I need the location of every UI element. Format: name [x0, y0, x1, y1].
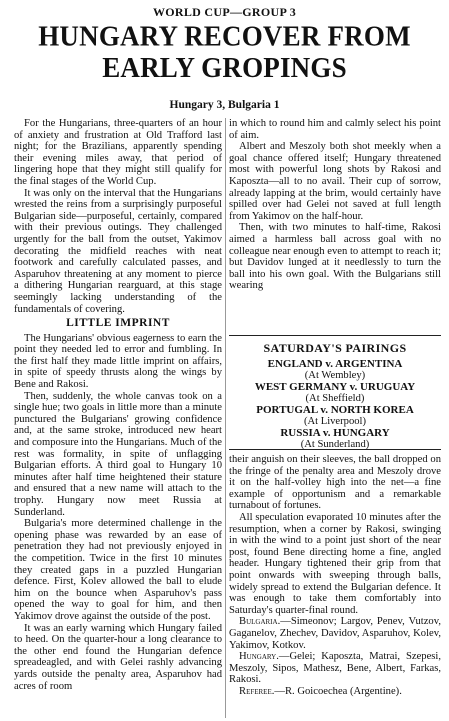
paragraph: Then, suddenly, the whole canvas took on a single hue; two goals in little more than a minute punctured the Bulgarians' growing confidence and, at the same stroke, introduced new heart and composure into the Hungarians. Much of the rest was formality, in spite of unflagging Bulgarian efforts. A third goal to Hungary 10 minutes after half time heightened their stature and ensured that a new name will attach to the trophy. Hungary now meet Russia at Sunderland. — [14, 390, 222, 518]
paragraph: The Hungarians' obvious eagerness to earn the point they needed led to error and fumbling. In the first half they made little imprint on affairs, in spite of speedy thrusts along the wings by Bene and Rakosi. — [14, 332, 222, 391]
paragraph: Then, with two minutes to half-time, Rakosi aimed a harmless ball across goal with no colleague near enough even to attempt to reach it; but Davidov lunged at it needlessly to turn the ball into his own goal. With the Bulgarians still wearing — [229, 222, 441, 292]
paragraph: For the Hungarians, three-quarters of an hour of anxiety and frustration at Old Trafford last night; for the Brazilians, apparently spending their evening miles away, that period of lingering hope that they might still qualify for the final stages of the World Cup. — [14, 118, 222, 187]
lineup-bulgaria — [229, 616, 441, 651]
pairing-match: WEST GERMANY v. URUGUAY — [254, 381, 416, 393]
pairing-match: PORTUGAL v. NORTH KOREA — [256, 404, 414, 416]
paragraph: in which to round him and calmly select his point of aim. — [229, 118, 441, 141]
referee-line — [229, 686, 441, 698]
pairing-match: RUSSIA v. HUNGARY — [280, 427, 390, 439]
paragraph: their anguish on their sleeves, the ball dropped on the fringe of the penalty area and Meszoly drove it on the half-volley high into the net—a fine example of opportunism and a remarkable turnabout of fortunes. — [229, 454, 441, 512]
headline-line-1: HUNGARY RECOVER FROM — [38, 20, 411, 52]
subheading: LITTLE IMPRINT — [66, 317, 170, 330]
lineup-players: —Gelei; Kaposzta, Matrai, Szepesi, Meszoly, Sipos, Mathesz, Bene, Albert, Farkas, Rakosi. — [229, 651, 441, 686]
headline — [6, 21, 443, 84]
lineup-label: Bulgaria. — [239, 616, 281, 628]
lineup-label: Hungary. — [239, 651, 279, 663]
pairings-title: SATURDAY'S PAIRINGS — [263, 341, 407, 355]
pairing-venue: (At Sunderland) — [300, 439, 370, 450]
pairing-venue: (At Sheffield) — [305, 393, 365, 404]
pairing-venue: (At Liverpool) — [303, 416, 367, 427]
column-rule — [225, 118, 226, 718]
paragraph: All speculation evaporated 10 minutes after the resumption, when a corner by Rakosi, swinging in with the wind to a point just short of the near post, found Bene directing home a fine, angled header. Hungary tightened their grip from that point onwards with sweeping through balls, widely spread to extend the Bulgarian defence. It was enough to take them comfortably into Saturday's quarter-final round. — [229, 511, 441, 616]
lineup-players: —Simeonov; Largov, Penev, Vutzov, Gaganelov, Zhechev, Davidov, Asparuhov, Kolev, Yakimov, Kotkov. — [229, 616, 441, 651]
pairing-venue: (At Wembley) — [304, 370, 366, 381]
article-column-2-bottom — [229, 454, 441, 720]
paragraph: Bulgaria's more determined challenge in the opening phase was rewarded by an ease of penetration they had not previously enjoyed in the competition. Twice in the first 10 minutes they created gaps in a puzzled Hungarian defence. First, Kolev allowed the ball to elude him on the bounce when Asparuhov's pass opened the way to goal for him, and then Yakimov drove against the outside of the post. — [14, 518, 222, 622]
paragraph: It was an early warning which Hungary failed to heed. On the quarter-hour a long clearance to the other end found the Hungarian defence spreadeagled, and with Gelei rashly advancing yards outside the penalty area, Asparuhov had acres of room — [14, 622, 222, 692]
score-line: Hungary 3, Bulgaria 1 — [169, 99, 280, 111]
referee-label: Referee. — [239, 685, 275, 697]
paragraph: Albert and Meszoly both shot meekly when a goal chance offered itself; Hungary threatened most with powerful long shots by Rakosi and Kaposzta—all to no avail. Their cup of sorrow, already lapping at the brim, would certainly have spilled over had Gelei not saved at full length from Yakimov on the half-hour. — [229, 141, 441, 222]
article-column-1 — [14, 118, 222, 720]
paragraph: It was only on the interval that the Hungarians wrested the reins from a surprisingly purposeful Bulgarian side—purposeful, certainly, compared with their previous outings. They challenged urgently for the ball from the outset, Yakimov decorating the midfield reaches with neat footwork and carefully calculated passes, and Asparuhov threatening at any moment to pierce a dithering Hungarian rearguard, at this stage seemingly lacking understanding of the fundamentals of covering. — [14, 187, 222, 315]
lineup-hungary — [229, 651, 441, 686]
article-column-2-top — [229, 118, 441, 330]
pairing-match: ENGLAND v. ARGENTINA — [267, 358, 403, 370]
pairings-box — [229, 335, 441, 450]
referee-name: —R. Goicoechea (Argentine). — [274, 685, 402, 697]
headline-line-2: EARLY GROPINGS — [102, 52, 347, 84]
section-kicker: WORLD CUP—GROUP 3 — [152, 5, 297, 19]
